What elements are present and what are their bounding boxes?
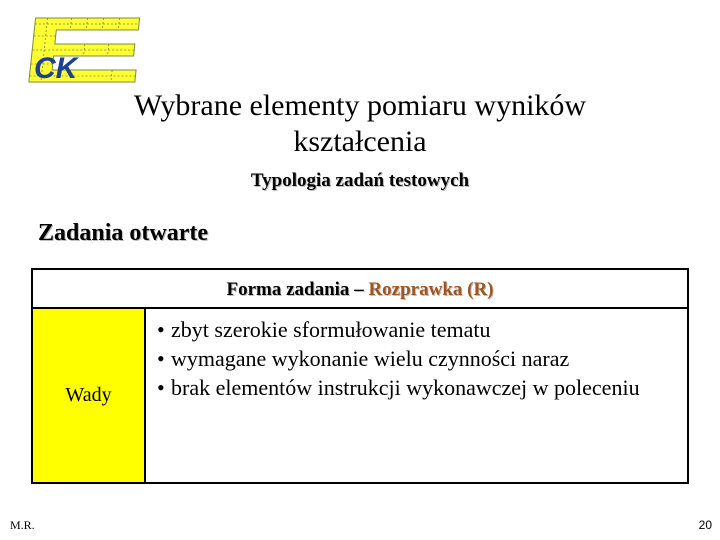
cke-logo <box>22 14 142 86</box>
list-item: • wymagane wykonanie wielu czynności naraz <box>154 344 687 373</box>
drawbacks-list <box>154 315 687 402</box>
title-line-2: kształcenia <box>293 125 427 158</box>
drawbacks-content <box>146 309 687 482</box>
form-table <box>31 309 689 484</box>
logo-text: CK <box>34 52 78 85</box>
list-item: • zbyt szerokie sformułowanie tematu <box>154 315 687 344</box>
drawbacks-label: Wady <box>33 309 146 482</box>
form-header-prefix: Forma zadania – <box>226 279 369 300</box>
form-header <box>31 268 689 309</box>
form-type-highlight: Rozprawka (R) <box>368 279 494 300</box>
page-number: 20 <box>698 518 712 532</box>
author-initials: M.R. <box>10 518 35 532</box>
list-item: • brak elementów instrukcji wykonawczej w poleceniu <box>154 373 687 402</box>
section-heading: Zadania otwarte <box>38 220 208 246</box>
title-line-1: Wybrane elementy pomiaru wyników <box>133 89 587 122</box>
subtitle: Typologia zadań testowych <box>250 170 470 191</box>
page-title <box>0 88 720 160</box>
